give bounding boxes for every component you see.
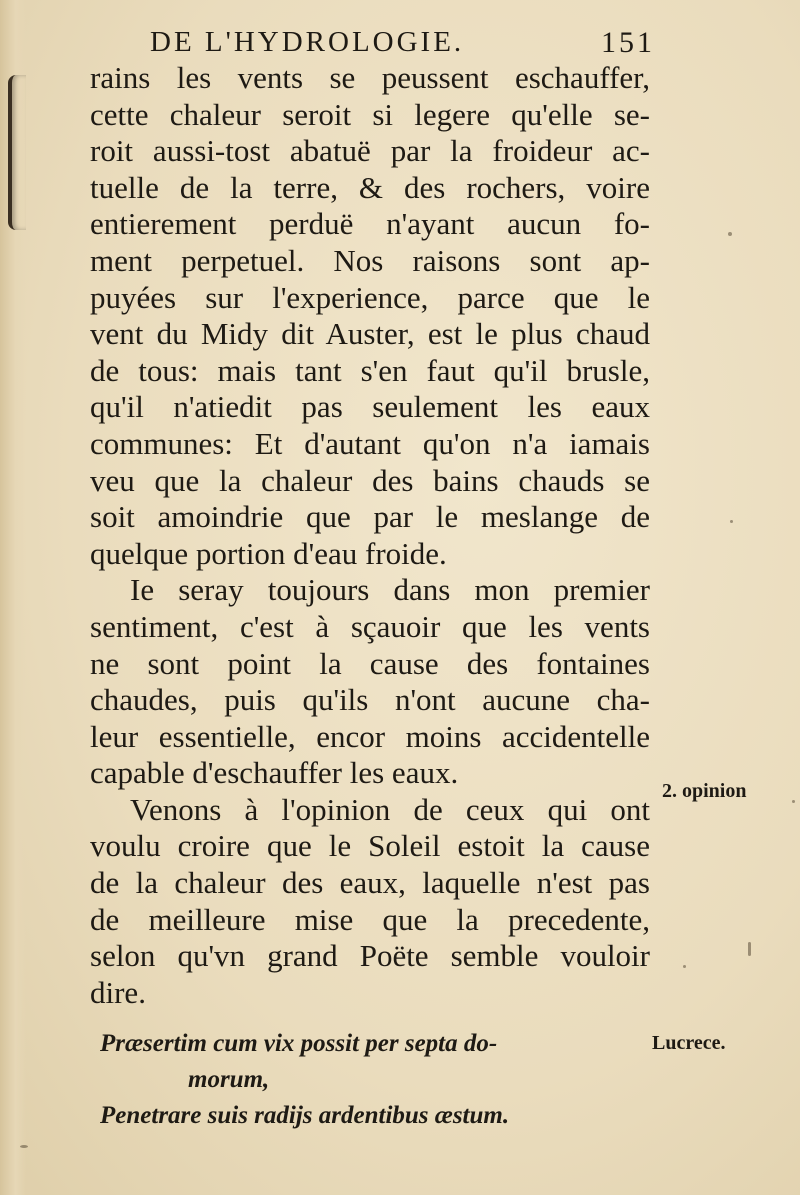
text-line: rains les vents se peussent eschauffer, <box>90 60 650 95</box>
body-text <box>90 60 650 1011</box>
verse-line: Penetrare suis radijs ardentibus æstum. <box>100 1102 510 1129</box>
text-line: sentiment, c'est à sçauoir que les vents <box>90 608 650 644</box>
text-line: dire. <box>90 974 146 1010</box>
text-line: entierement perduë n'ayant aucun fo- <box>90 206 650 242</box>
text-line: cette chaleur seroit si legere qu'elle se- <box>90 96 650 132</box>
verse-line: Præsertim cum vix possit per septa do- <box>100 1030 498 1057</box>
text-line: ment perpetuel. Nos raisons sont ap- <box>90 242 650 278</box>
text-line: roit aussi-tost abatuë par la froideur ac- <box>90 133 650 169</box>
paragraph-start-line: Ie seray toujours dans mon premier <box>130 572 650 608</box>
paper-speck <box>683 965 686 968</box>
page-number: 151 <box>601 26 655 59</box>
text-line: de meilleure mise que la precedente, <box>90 901 650 937</box>
binding-thread-mark <box>8 75 26 230</box>
text-line: capable d'eschauffer les eaux. <box>90 755 459 791</box>
margin-note-author: Lucrece. <box>652 1032 726 1054</box>
text-line: de tous: mais tant s'en faut qu'il brusle, <box>90 352 650 388</box>
text-line: puyées sur l'experience, parce que le <box>90 279 650 315</box>
running-head: DE L'HYDROLOGIE. <box>150 26 465 58</box>
margin-note-opinion: 2. opinion <box>662 780 747 802</box>
text-line: selon qu'vn grand Poëte semble vouloir <box>90 938 650 974</box>
text-line: quelque portion d'eau froide. <box>90 535 447 571</box>
text-line: vent du Midy dit Auster, est le plus chaud <box>90 316 650 352</box>
text-line: tuelle de la terre, & des rochers, voire <box>90 169 650 205</box>
paper-speck <box>728 232 732 236</box>
paragraph-start-line: Venons à l'opinion de ceux qui ont <box>130 791 650 827</box>
text-line: chaudes, puis qu'ils n'ont aucune cha- <box>90 682 650 718</box>
text-line: veu que la chaleur des bains chauds se <box>90 462 650 498</box>
paper-speck <box>748 942 751 956</box>
text-line: qu'il n'atiedit pas seulement les eaux <box>90 389 650 425</box>
verse-quotation <box>100 1026 640 1134</box>
paper-speck <box>792 800 795 803</box>
text-line: de la chaleur des eaux, laquelle n'est pas <box>90 865 650 901</box>
verse-line: morum, <box>188 1066 270 1093</box>
text-line: leur essentielle, encor moins accidentelle <box>90 718 650 754</box>
text-line: voulu croire que le Soleil estoit la cause <box>90 828 650 864</box>
text-line: communes: Et d'autant qu'on n'a iamais <box>90 425 650 461</box>
text-line: ne sont point la cause des fontaines <box>90 645 650 681</box>
text-line: soit amoindrie que par le meslange de <box>90 499 650 535</box>
paper-speck <box>730 520 733 523</box>
paper-speck <box>20 1145 28 1148</box>
